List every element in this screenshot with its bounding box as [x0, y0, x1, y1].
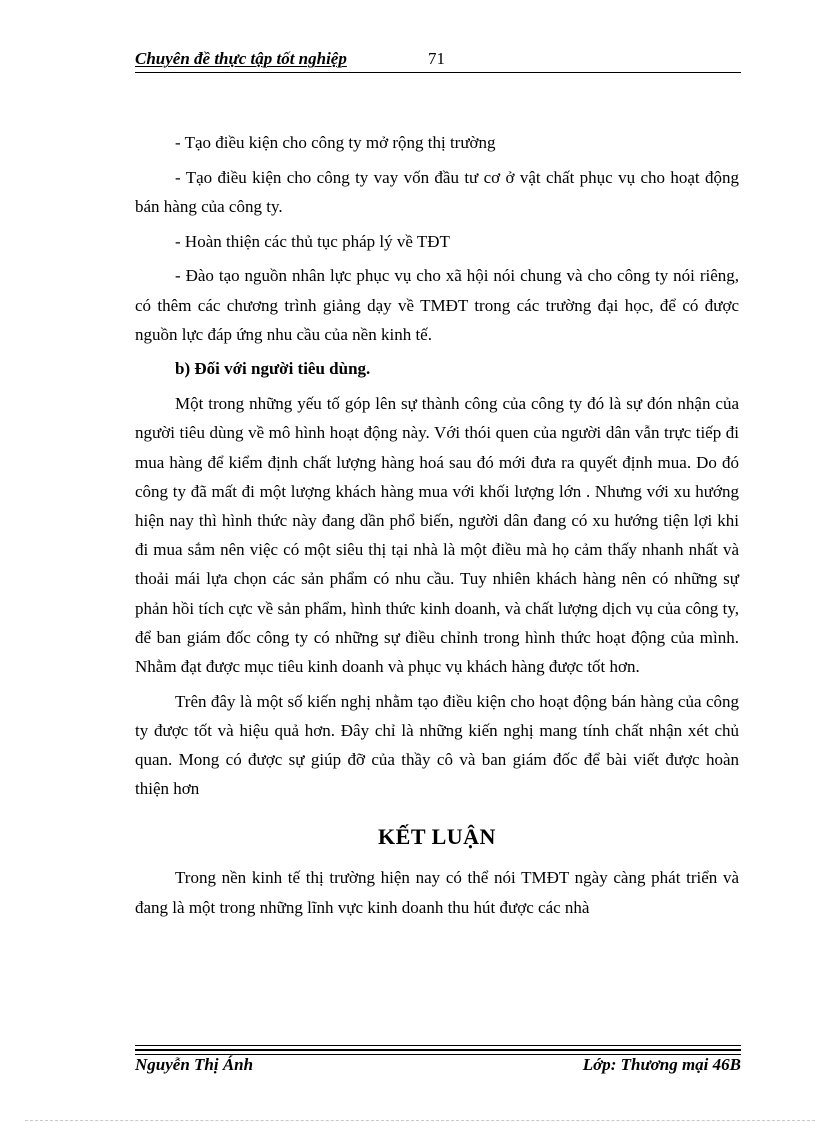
page-boundary: [25, 1120, 815, 1121]
subheading-consumers: b) Đối với người tiêu dùng.: [175, 359, 371, 379]
footer-rule: [135, 1045, 741, 1046]
page-header: [135, 49, 741, 73]
paragraph-legal-procedures: - Hoàn thiện các thủ tục pháp lý về TĐT: [175, 231, 450, 251]
paragraph-consumer-acceptance: Một trong những yếu tố góp lên sự thành công của công ty đó là sự đón nhận của người tiêu dùng về mô hình hoạt động này. Với thói quen của người dân vẫn trực tiếp đi mua hàng để kiểm định chất lượng hàng hoá sau đó mới đưa ra quyết định mua. Do đó công ty đã mất đi một lượng khách hàng mua với khối lượng lớn . Nhưng với xu hướng hiện nay thì hình thức này đang dần phổ biến, người dân đang có xu hướng tiện lợi khi đi mua sắm nên việc có một siêu thị tại nhà là một điều mà họ cảm thấy nhanh nhất và thoải mái lựa chọn các sản phẩm có nhu cầu. Tuy nhiên khách hàng nên có những sự phản hồi tích cực về sản phẩm, hình thức kinh doanh, và chất lượng dịch vụ của công ty, để ban giám đốc công ty có những sự điều chỉnh trong hình thức hoạt động của mình. Nhằm đạt được mục tiêu kinh doanh và phục vụ khách hàng được tốt hơn.: [135, 394, 739, 676]
page-body: [135, 128, 739, 922]
page-number: 71: [428, 49, 445, 68]
paragraph-workforce-training: - Đào tạo nguồn nhân lực phục vụ cho xã hội nói chung và cho công ty nói riêng, có thêm các chương trình giảng dạy về TMĐT trong các trường đại học, để có được nguồn lực đáp ứng nhu cầu của nền kinh tế.: [135, 266, 739, 344]
footer-class: Lớp: Thương mại 46B: [582, 1055, 741, 1074]
paragraph-market-expansion: - Tạo điều kiện cho công ty mở rộng thị trường: [175, 133, 496, 152]
footer-author: Nguyễn Thị Ánh: [135, 1055, 254, 1074]
paragraph-capital-loans: - Tạo điều kiện cho công ty vay vốn đầu tư cơ ở vật chất phục vụ cho hoạt động bán hàng của công ty.: [135, 167, 739, 216]
header-title: Chuyên đề thực tập tốt nghiệp: [135, 49, 347, 68]
paragraph-conclusion-intro: Trong nền kinh tế thị trường hiện nay có thể nói TMĐT ngày càng phát triển và đang là một trong những lĩnh vực kinh doanh thu hút được các nhà: [135, 868, 739, 917]
footer-rule-thick: [135, 1049, 741, 1051]
header-rule: [135, 72, 741, 73]
conclusion-heading: KẾT LUẬN: [378, 824, 496, 850]
paragraph-recommendations-summary: Trên đây là một số kiến nghị nhằm tạo điều kiện cho hoạt động bán hàng của công ty được tốt và hiệu quả hơn. Đây chỉ là những kiến nghị mang tính chất nhận xét chủ quan. Mong có được sự giúp đỡ của thầy cô và ban giám đốc để bài viết được hoàn thiện hơn: [135, 691, 739, 799]
